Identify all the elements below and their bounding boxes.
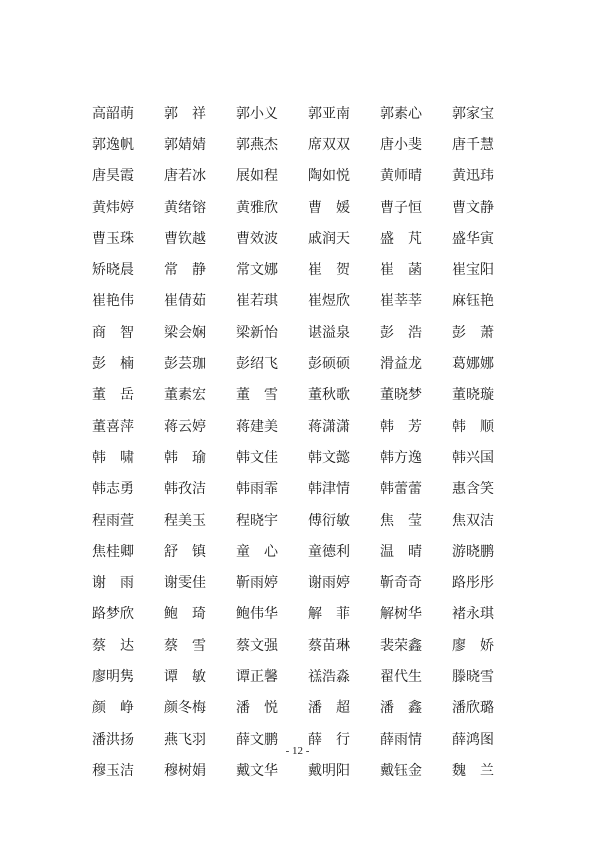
- name-entry: 舒 镇: [164, 543, 206, 560]
- page-number: - 12 -: [285, 745, 310, 757]
- name-entry: 盛华寅: [452, 230, 494, 247]
- name-entry: 童 心: [236, 543, 278, 560]
- name-entry: 解树华: [380, 606, 422, 623]
- name-entry: 韩 芳: [380, 418, 422, 435]
- name-entry: 席双双: [308, 136, 350, 153]
- name-entry: 蔡文强: [236, 637, 278, 654]
- name-entry: 穆玉洁: [92, 762, 134, 779]
- name-entry: 韩蕾蕾: [380, 481, 422, 498]
- name-entry: 曹 媛: [308, 199, 350, 216]
- name-entry: 程雨萱: [92, 512, 134, 529]
- name-entry: 翟代生: [380, 668, 422, 685]
- name-entry: 靳雨婷: [236, 575, 278, 592]
- name-entry: 褚永琪: [452, 606, 494, 623]
- name-entry: 黄雅欣: [236, 199, 278, 216]
- name-entry: 蔡 雪: [164, 637, 206, 654]
- name-entry: 戚润天: [308, 230, 350, 247]
- name-entry: 薛 行: [308, 731, 350, 748]
- name-entry: 薛鸿图: [452, 731, 494, 748]
- name-entry: 董秋歌: [308, 387, 350, 404]
- name-entry: 蒋建美: [236, 418, 278, 435]
- name-entry: 彭 楠: [92, 356, 134, 373]
- name-entry: 唐千慧: [452, 136, 494, 153]
- name-entry: 唐小斐: [380, 136, 422, 153]
- name-entry: 曹文静: [452, 199, 494, 216]
- name-entry: 潘 鑫: [380, 700, 422, 717]
- name-entry: 董喜萍: [92, 418, 134, 435]
- name-entry: 程晓宇: [236, 512, 278, 529]
- name-entry: 曹效波: [236, 230, 278, 247]
- name-entry: 滕晓雪: [452, 668, 494, 685]
- name-entry: 韩文懿: [308, 449, 350, 466]
- name-entry: 裴荣鑫: [380, 637, 422, 654]
- name-entry: 陶如悦: [308, 168, 350, 185]
- name-entry: 韩方逸: [380, 449, 422, 466]
- name-entry: 黄师晴: [380, 168, 422, 185]
- name-entry: 麻钰艳: [452, 293, 494, 310]
- name-entry: 黄绪镕: [164, 199, 206, 216]
- name-entry: 路彤彤: [452, 575, 494, 592]
- name-entry: 韩孜洁: [164, 481, 206, 498]
- name-entry: 程美玉: [164, 512, 206, 529]
- name-entry: 傅衍敏: [308, 512, 350, 529]
- name-entry: 谭正馨: [236, 668, 278, 685]
- name-entry: 谌溢泉: [308, 324, 350, 341]
- name-entry: 盛 芃: [380, 230, 422, 247]
- name-entry: 崔若琪: [236, 293, 278, 310]
- name-entry: 蒋潇潇: [308, 418, 350, 435]
- name-entry: 郭燕杰: [236, 136, 278, 153]
- name-entry: 廖明隽: [92, 668, 134, 685]
- name-entry: 崔莘莘: [380, 293, 422, 310]
- name-entry: 蔡苗琳: [308, 637, 350, 654]
- name-entry: 谭 敏: [164, 668, 206, 685]
- name-entry: 韩文佳: [236, 449, 278, 466]
- name-entry: 童德利: [308, 543, 350, 560]
- name-entry: 彭绍飞: [236, 356, 278, 373]
- name-entry: 郭婧婧: [164, 136, 206, 153]
- name-entry: 潘洪扬: [92, 731, 134, 748]
- name-entry: 惠含笑: [452, 481, 494, 498]
- name-entry: 崔 菡: [380, 262, 422, 279]
- name-entry: 谢雯佳: [164, 575, 206, 592]
- name-entry: 常 静: [164, 262, 206, 279]
- name-entry: 董晓璇: [452, 387, 494, 404]
- name-entry: 崔 贺: [308, 262, 350, 279]
- name-entry: 董 岳: [92, 387, 134, 404]
- name-entry: 崔宝阳: [452, 262, 494, 279]
- name-entry: 韩 瑜: [164, 449, 206, 466]
- name-entry: 鲍伟华: [236, 606, 278, 623]
- name-entry: 潘欣璐: [452, 700, 494, 717]
- name-entry: 郭亚南: [308, 105, 350, 122]
- name-entry: 曹子恒: [380, 199, 422, 216]
- name-entry: 高韶萌: [92, 105, 134, 122]
- name-entry: 焦双洁: [452, 512, 494, 529]
- name-entry: 彭芸珈: [164, 356, 206, 373]
- name-entry: 禚浩淼: [308, 668, 350, 685]
- name-entry: 蒋云婷: [164, 418, 206, 435]
- name-entry: 韩 顺: [452, 418, 494, 435]
- name-entry: 焦桂卿: [92, 543, 134, 560]
- name-list-grid: [92, 98, 522, 787]
- name-entry: 穆树娟: [164, 762, 206, 779]
- name-entry: 解 菲: [308, 606, 350, 623]
- name-entry: 焦 莹: [380, 512, 422, 529]
- name-entry: 郭小义: [236, 105, 278, 122]
- name-entry: 潘 悦: [236, 700, 278, 717]
- name-entry: 梁新怡: [236, 324, 278, 341]
- name-entry: 曹钦越: [164, 230, 206, 247]
- name-entry: 薛文鹏: [236, 731, 278, 748]
- name-entry: 彭 萧: [452, 324, 494, 341]
- name-entry: 展如程: [236, 168, 278, 185]
- name-entry: 矫晓晨: [92, 262, 134, 279]
- name-entry: 郭素心: [380, 105, 422, 122]
- name-entry: 崔倩茹: [164, 293, 206, 310]
- name-entry: 韩兴国: [452, 449, 494, 466]
- name-entry: 颜冬梅: [164, 700, 206, 717]
- name-entry: 戴文华: [236, 762, 278, 779]
- name-entry: 颜 峥: [92, 700, 134, 717]
- name-entry: 滑益龙: [380, 356, 422, 373]
- name-entry: 董素宏: [164, 387, 206, 404]
- name-entry: 崔艳伟: [92, 293, 134, 310]
- name-entry: 董晓梦: [380, 387, 422, 404]
- name-entry: 梁会娴: [164, 324, 206, 341]
- name-entry: 葛娜娜: [452, 356, 494, 373]
- name-entry: 靳奇奇: [380, 575, 422, 592]
- name-entry: 韩 啸: [92, 449, 134, 466]
- name-entry: 谢 雨: [92, 575, 134, 592]
- name-entry: 薛雨情: [380, 731, 422, 748]
- name-entry: 鲍 琦: [164, 606, 206, 623]
- name-entry: 唐昊霞: [92, 168, 134, 185]
- name-entry: 董 雪: [236, 387, 278, 404]
- name-entry: 黄迅玮: [452, 168, 494, 185]
- name-entry: 戴钰金: [380, 762, 422, 779]
- name-entry: 谢雨婷: [308, 575, 350, 592]
- name-entry: 潘 超: [308, 700, 350, 717]
- name-entry: 唐若冰: [164, 168, 206, 185]
- name-entry: 常文娜: [236, 262, 278, 279]
- name-entry: 路梦欣: [92, 606, 134, 623]
- name-entry: 黄炜婷: [92, 199, 134, 216]
- name-entry: 燕飞羽: [164, 731, 206, 748]
- name-entry: 韩志勇: [92, 481, 134, 498]
- name-entry: 商 智: [92, 324, 134, 341]
- name-entry: 廖 娇: [452, 637, 494, 654]
- name-entry: 游晓鹏: [452, 543, 494, 560]
- name-entry: 温 晴: [380, 543, 422, 560]
- name-entry: 魏 兰: [452, 762, 494, 779]
- name-entry: 郭 祥: [164, 105, 206, 122]
- name-entry: 郭家宝: [452, 105, 494, 122]
- name-entry: 曹玉珠: [92, 230, 134, 247]
- name-entry: 郭逸帆: [92, 136, 134, 153]
- name-entry: 戴明阳: [308, 762, 350, 779]
- name-entry: 崔煜欣: [308, 293, 350, 310]
- name-entry: 彭 浩: [380, 324, 422, 341]
- name-entry: 彭硕硕: [308, 356, 350, 373]
- name-entry: 韩津情: [308, 481, 350, 498]
- name-entry: 韩雨霏: [236, 481, 278, 498]
- name-entry: 蔡 达: [92, 637, 134, 654]
